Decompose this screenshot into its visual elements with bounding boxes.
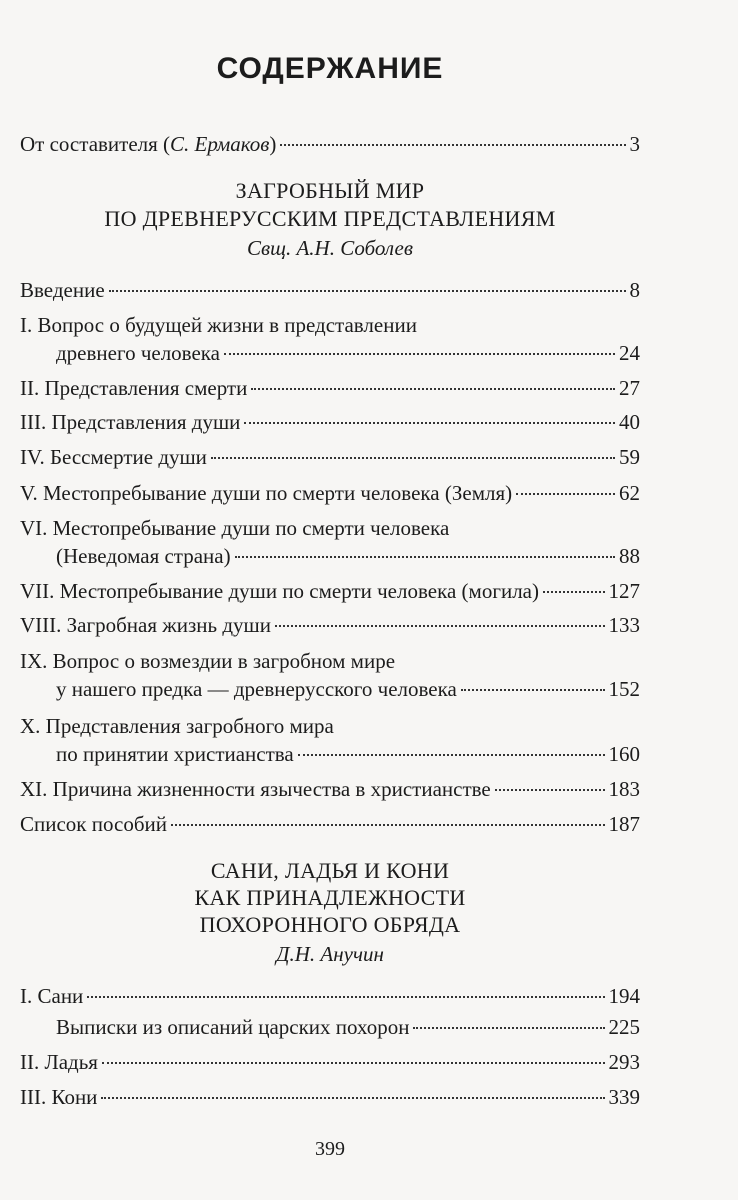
toc-entry	[20, 1048, 640, 1076]
dot-leader	[109, 290, 626, 292]
toc-entry-label: II. Ладья	[20, 1050, 98, 1074]
toc-entry	[20, 675, 640, 703]
section-heading-line: ЗАГРОБНЫЙ МИР	[235, 178, 425, 203]
dot-leader	[235, 556, 615, 558]
dot-leader	[171, 824, 605, 826]
toc-entry-label: IV. Бессмертие души	[20, 445, 207, 469]
toc-page-number: 225	[608, 1015, 640, 1039]
dot-leader	[413, 1027, 604, 1029]
toc-entry	[20, 1013, 640, 1041]
toc-entry	[20, 982, 640, 1010]
dot-leader	[298, 754, 605, 756]
toc-entry	[20, 479, 640, 507]
toc-entry-label: VII. Местопребывание души по смерти человека (могила)	[20, 579, 539, 603]
toc-page-number: 8	[629, 278, 640, 302]
toc-entry-label: Введение	[20, 278, 105, 302]
toc-entry-label: (Неведомая страна)	[56, 544, 231, 568]
toc-entry	[20, 1083, 640, 1111]
toc-entry	[20, 810, 640, 838]
toc-page-number: 127	[608, 579, 640, 603]
toc-page-number: 24	[619, 341, 640, 365]
dot-leader	[251, 388, 615, 390]
dot-leader	[275, 625, 605, 627]
dot-leader	[516, 493, 615, 495]
toc-entry-intro	[20, 130, 640, 158]
toc-entry-label: I. Сани	[20, 984, 84, 1008]
toc-entry-label: у нашего предка — древнерусского человека	[56, 677, 457, 701]
toc-page-number: 40	[619, 410, 640, 434]
toc-entry	[20, 611, 640, 639]
dot-leader	[244, 422, 615, 424]
toc-entry-label: III. Представления души	[20, 410, 241, 434]
toc-entry	[20, 775, 640, 803]
toc-entry-label: Список пособий	[20, 812, 167, 836]
toc-page-number: 59	[619, 445, 640, 469]
toc-page-number: 3	[629, 132, 640, 156]
toc-entry-label: древнего человека	[56, 341, 221, 365]
section-heading-line: ПОХОРОННОГО ОБРЯДА	[199, 912, 461, 937]
dot-leader	[224, 353, 615, 355]
section-author: Д.Н. Анучин	[276, 942, 384, 966]
section-heading-line: ПО ДРЕВНЕРУССКИМ ПРЕДСТАВЛЕНИЯМ	[104, 206, 556, 231]
toc-page-number: 160	[608, 742, 640, 766]
toc-page-number: 62	[619, 481, 640, 505]
dot-leader	[102, 1062, 605, 1064]
toc-page-number: 187	[608, 812, 640, 836]
toc-entry	[20, 408, 640, 436]
toc-page-number: 88	[619, 544, 640, 568]
toc-page-number: 339	[608, 1085, 640, 1109]
toc-entry-first-line: IX. Вопрос о возмездии в загробном мире	[20, 649, 396, 673]
dot-leader	[101, 1097, 604, 1099]
toc-entry-author: С. Ермаков	[170, 132, 270, 156]
dot-leader	[543, 591, 605, 593]
page-number: 399	[315, 1138, 345, 1160]
toc-entry-label: VIII. Загробная жизнь души	[20, 613, 271, 637]
toc-entry-label: XI. Причина жизненности язычества в христианстве	[20, 777, 491, 801]
toc-entry-label: От составителя (С. Ермаков)	[20, 132, 277, 156]
toc-page-number: 27	[619, 376, 640, 400]
toc-entry-label: V. Местопребывание души по смерти человека (Земля)	[20, 481, 513, 505]
page-title: СОДЕРЖАНИЕ	[216, 52, 444, 85]
toc-entry-label: II. Представления смерти	[20, 376, 248, 400]
dot-leader	[461, 689, 605, 691]
toc-entry	[20, 740, 640, 768]
toc-entry-first-line: I. Вопрос о будущей жизни в представлении	[20, 313, 417, 337]
dot-leader	[211, 457, 615, 459]
toc-page-number: 183	[608, 777, 640, 801]
toc-entry	[20, 443, 640, 471]
toc-entry-first-line: VI. Местопребывание души по смерти человека	[20, 516, 450, 540]
toc-page-number: 133	[608, 613, 640, 637]
toc-entry-first-line: X. Представления загробного мира	[20, 714, 334, 738]
toc-entry	[20, 374, 640, 402]
toc-page-number: 293	[608, 1050, 640, 1074]
dot-leader	[280, 144, 625, 146]
section-heading-line: КАК ПРИНАДЛЕЖНОСТИ	[194, 885, 466, 910]
toc-page-number: 152	[608, 677, 640, 701]
section-author: Свщ. А.Н. Соболев	[247, 236, 413, 260]
toc-entry	[20, 339, 640, 367]
dot-leader	[87, 996, 604, 998]
toc-entry-label: по принятии христианства	[56, 742, 294, 766]
dot-leader	[495, 789, 605, 791]
toc-entry	[20, 276, 640, 304]
toc-entry-label: Выписки из описаний царских похорон	[56, 1015, 410, 1039]
toc-entry-label: III. Кони	[20, 1085, 98, 1109]
section-heading-line: САНИ, ЛАДЬЯ И КОНИ	[210, 858, 450, 883]
toc-entry	[20, 542, 640, 570]
toc-page-number: 194	[608, 984, 640, 1008]
toc-entry	[20, 577, 640, 605]
